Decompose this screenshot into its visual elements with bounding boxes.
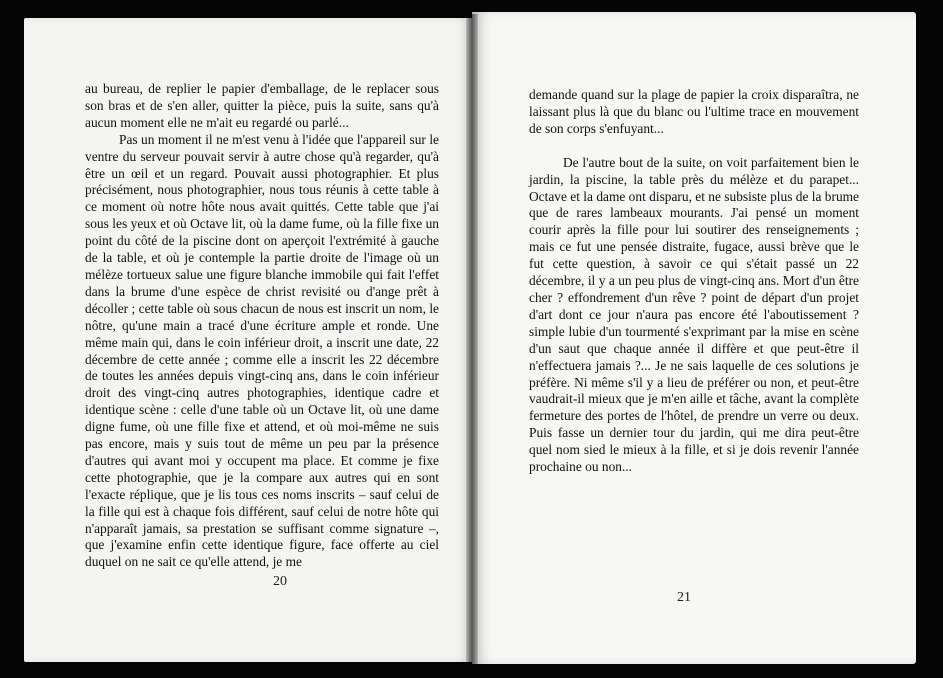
right-page-text — [529, 87, 859, 476]
left-page — [24, 18, 472, 662]
paragraph-gap — [529, 138, 859, 155]
page-number-right: 21 — [677, 590, 691, 605]
page-number-left: 20 — [273, 574, 287, 589]
right-paragraph-2: De l'autre bout de la suite, on voit parfaitement bien le jardin, la piscine, la table près du mélèze et du parapet... Octave et la dame ont disparu, et ne subsiste plus de la brume que de rares lambeaux mourants. J'ai pensé un moment courir après la fille pour lui soutirer des renseignements ; mais ce fut une pensée distraite, fugace, aussi brève que le fut cette question, à savoir ce qui s'était passé un 22 décembre, il y a un peu plus de vingt-cinq ans. Mort d'un être cher ? effondrement d'un rêve ? point de départ d'un projet d'art dont ce jour n'aura pas encore été l'aboutissement ? simple lubie d'un tourmenté s'exprimant par la mise en scène d'un saut que chaque année il diffère et que peut-être il n'effectuera jamais ?... Je ne sais laquelle de ces solutions je préfère. Ni même s'il y a lieu de préférer ou non, et peut-être vaudrait-il mieux que je m'en aille et tâche, avant la complète fermeture des portes de l'hôtel, de prendre un verre ou deux. Puis fasse un dernier tour du jardin, qui me dira peut-être quel nom sied le mieux à la fille, et si je dois revenir l'année prochaine ou non... — [529, 154, 859, 475]
book-gutter — [466, 14, 478, 664]
right-page — [472, 12, 916, 664]
left-page-text — [85, 81, 439, 571]
right-paragraph-1: demande quand sur la plage de papier la croix disparaîtra, ne laissant plus là que du blanc ou l'ultime trace en mouvement de son corps s'enfuyant... — [529, 87, 859, 136]
left-paragraph-2: Pas un moment il ne m'est venu à l'idée que l'appareil sur le ventre du serveur pouvait servir à autre chose qu'à regarder, qu'à être un œil et un regard. Pouvait aussi photographier. Et plus précisément, nous photographier, nous tous réunis à cette table à ce moment où notre hôte nous avait quittés. Cette table que j'ai sous les yeux et où Octave lit, où la dame fume, où la fille fixe un point du côté de la piscine dont on aperçoit l'extrémité à gauche de la table, et où je contemple la partie droite de l'image où un mélèze tortueux salue une figure blanche immobile qui fait l'effet dans la brume d'une espèce de christ revisité ou d'ange prêt à décoller ; cette table où sous chacun de nous est inscrit un nom, le nôtre, qu'une main a tracé d'une écriture ample et ronde. Une même main qui, dans le coin inférieur droit, a inscrit une date, 22 décembre de cette année ; comme elle a inscrit les 22 décembre de toutes les années depuis vingt-cinq ans, dans le coin inférieur droit des vingt-cinq autres photographies, identique cadre et identique scène : celle d'une table où un Octave lit, où une dame digne fume, où une fille fixe et attend, et où moi-même ne suis pas encore, mais y suis tout de même un peu par la présence d'autres qui avant moi y occupent ma place. Et comme je fixe cette photographie, que je la compare aux autres qui en sont l'exacte réplique, que je lis tous ces noms inscrits – sauf celui de la fille qui est à chaque fois différent, sauf celui de notre hôte qui n'apparaît jamais, sa prestation se suffisant comme signature –, que j'examine enfin cette identique figure, face offerte au ciel duquel on ne sait ce qu'elle attend, je me — [85, 131, 439, 570]
left-paragraph-1: au bureau, de replier le papier d'emballage, de le replacer sous son bras et de s'en aller, quitter la pièce, puis la suite, sans qu'à aucun moment elle ne m'ait eu regardé ou parlé... — [85, 81, 439, 130]
